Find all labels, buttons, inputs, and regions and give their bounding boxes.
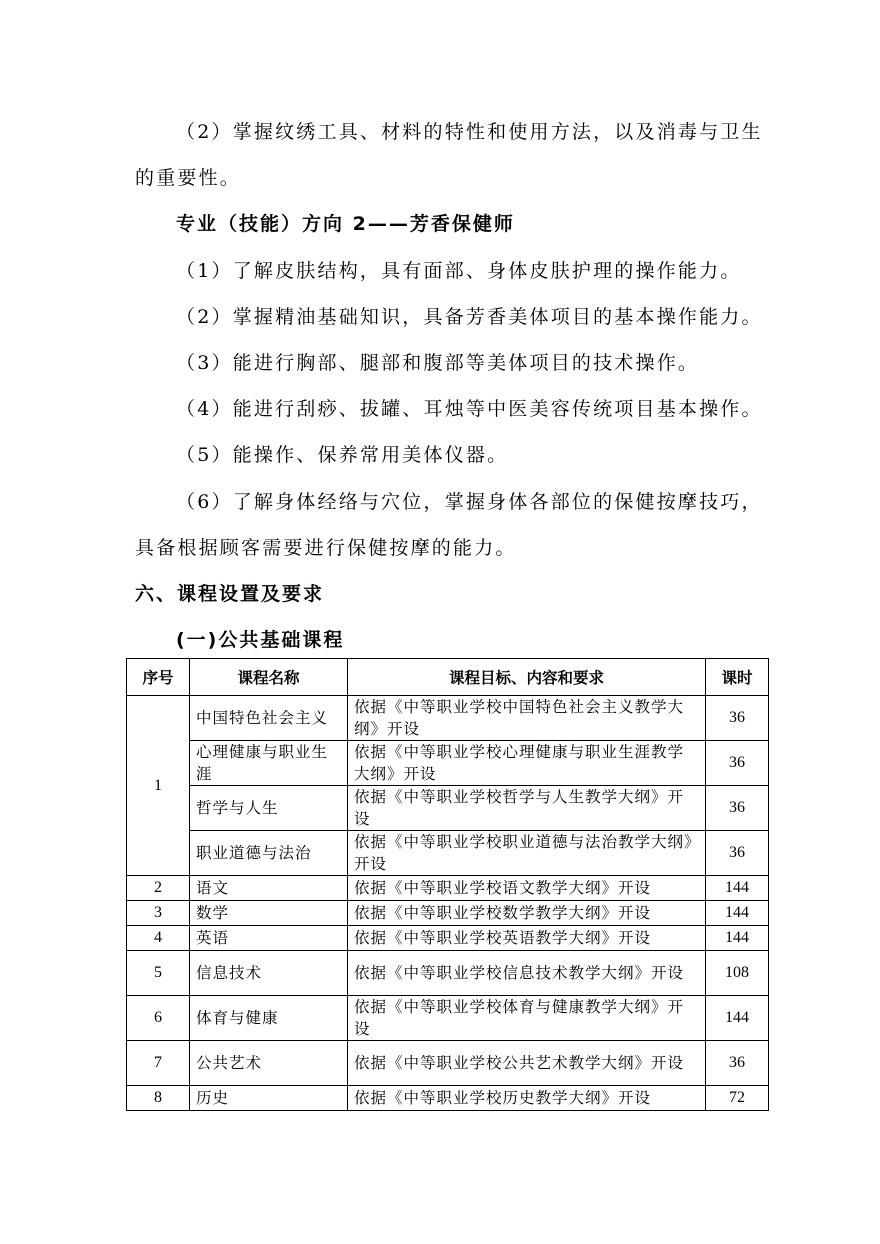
course-table	[126, 658, 769, 1111]
row-hours: 36	[706, 696, 769, 741]
row-name: 体育与健康	[190, 996, 348, 1041]
row-name: 历史	[190, 1086, 348, 1111]
paragraph-text: （2）掌握纹绣工具、材料的特性和使用方法，以及消毒与卫生	[176, 121, 763, 143]
header-req: 课程目标、内容和要求	[348, 659, 706, 696]
row-req: 依据《中等职业学校数学教学大纲》开设	[348, 901, 706, 926]
row-name: 信息技术	[190, 951, 348, 996]
row-req: 依据《中等职业学校心理健康与职业生涯教学大纲》开设	[348, 741, 706, 786]
row-name: 中国特色社会主义	[190, 696, 348, 741]
list-item: （6）了解身体经络与穴位，掌握身体各部位的保健按摩技巧，	[176, 491, 763, 513]
row-no: 2	[127, 876, 190, 901]
table-row	[127, 1086, 769, 1111]
row-no: 7	[127, 1041, 190, 1086]
table-row	[127, 831, 769, 876]
header-no: 序号	[127, 659, 190, 696]
subsection-heading: (一)公共基础课程	[176, 629, 345, 651]
header-hours: 课时	[706, 659, 769, 696]
section-heading: 六、课程设置及要求	[135, 583, 325, 605]
row-hours: 72	[706, 1086, 769, 1111]
row-req: 依据《中等职业学校语文教学大纲》开设	[348, 876, 706, 901]
row-req: 依据《中等职业学校历史教学大纲》开设	[348, 1086, 706, 1111]
row-no: 4	[127, 926, 190, 951]
row-name: 数学	[190, 901, 348, 926]
row-req: 依据《中等职业学校哲学与人生教学大纲》开设	[348, 786, 706, 831]
table-row	[127, 901, 769, 926]
list-item: （1）了解皮肤结构，具有面部、身体皮肤护理的操作能力。	[176, 260, 742, 282]
list-item: （5）能操作、保养常用美体仪器。	[176, 444, 509, 466]
header-name: 课程名称	[190, 659, 348, 696]
table-row	[127, 876, 769, 901]
row-name: 哲学与人生	[190, 786, 348, 831]
row-no: 5	[127, 951, 190, 996]
table-row	[127, 786, 769, 831]
table-row	[127, 996, 769, 1041]
list-item: 具备根据顾客需要进行保健按摩的能力。	[135, 537, 517, 559]
table-row	[127, 741, 769, 786]
row-req: 依据《中等职业学校信息技术教学大纲》开设	[348, 951, 706, 996]
row-no: 8	[127, 1086, 190, 1111]
row-hours: 144	[706, 901, 769, 926]
row-no: 1	[127, 696, 190, 876]
list-item: （3）能进行胸部、腿部和腹部等美体项目的技术操作。	[176, 352, 700, 374]
row-hours: 36	[706, 741, 769, 786]
row-hours: 144	[706, 996, 769, 1041]
row-req: 依据《中等职业学校公共艺术教学大纲》开设	[348, 1041, 706, 1086]
row-name: 心理健康与职业生涯	[190, 741, 348, 786]
table-header-row	[127, 659, 769, 696]
row-hours: 108	[706, 951, 769, 996]
row-req: 依据《中等职业学校中国特色社会主义教学大纲》开设	[348, 696, 706, 741]
row-no: 3	[127, 901, 190, 926]
row-req: 依据《中等职业学校体育与健康教学大纲》开设	[348, 996, 706, 1041]
row-req: 依据《中等职业学校英语教学大纲》开设	[348, 926, 706, 951]
direction-heading: 专业（技能）方向 2——芳香保健师	[176, 213, 515, 235]
row-hours: 36	[706, 831, 769, 876]
table-row	[127, 926, 769, 951]
table-row	[127, 696, 769, 741]
row-no: 6	[127, 996, 190, 1041]
row-name: 公共艺术	[190, 1041, 348, 1086]
list-item: （4）能进行刮痧、拔罐、耳烛等中医美容传统项目基本操作。	[176, 398, 763, 420]
row-name: 职业道德与法治	[190, 831, 348, 876]
row-hours: 144	[706, 926, 769, 951]
row-hours: 36	[706, 1041, 769, 1086]
paragraph-text: 的重要性。	[135, 167, 242, 189]
row-name: 英语	[190, 926, 348, 951]
row-req: 依据《中等职业学校职业道德与法治教学大纲》开设	[348, 831, 706, 876]
row-name: 语文	[190, 876, 348, 901]
table-row	[127, 1041, 769, 1086]
list-item: （2）掌握精油基础知识，具备芳香美体项目的基本操作能力。	[176, 306, 763, 328]
row-hours: 144	[706, 876, 769, 901]
table-row	[127, 951, 769, 996]
row-hours: 36	[706, 786, 769, 831]
